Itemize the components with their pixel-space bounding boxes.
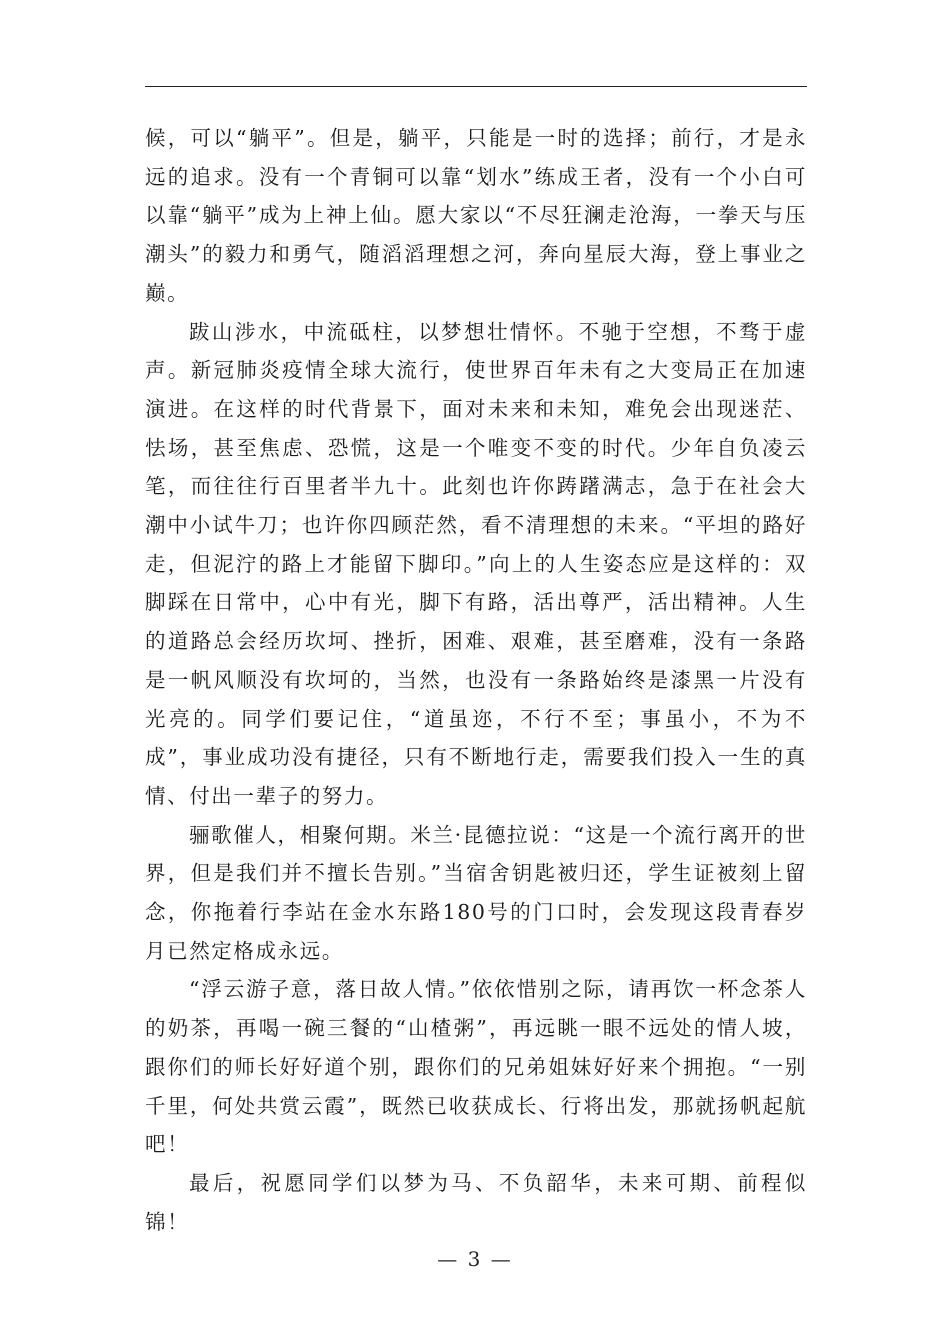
paragraph-aspiration: 跋山涉水，中流砥柱，以梦想壮情怀。不驰于空想，不骛于虚声。新冠肺炎疫情全球大流行，使世界百年未有之大变局正在加速演进。在这样的时代背景下，面对未来和未知，难免会出现迷茫、怯场，甚至焦虑、恐慌，这是一个唯变不变的时代。少年自负凌云笔，而往往行百里者半九十。此刻也许你踌躇满志，急于在社会大潮中小试牛刀；也许你四顾茫然，看不清理想的未来。“平坦的路好走，但泥泞的路上才能留下脚印。”向上的人生姿态应是这样的：双脚踩在日常中，心中有光，脚下有路，活出尊严，活出精神。人生的道路总会经历坎坷、挫折，困难、艰难，甚至磨难，没有一条路是一帆风顺没有坎坷的，当然，也没有一条路始终是漆黑一片没有光亮的。同学们要记住，“道虽迩，不行不至；事虽小，不为不成”，事业成功没有捷径，只有不断地行走，需要我们投入一生的真情、付出一辈子的努力。 xyxy=(145,319,807,808)
paragraph-farewell: 骊歌催人，相聚何期。米兰·昆德拉说：“这是一个流行离开的世界，但是我们并不擅长告别。”当宿舍钥匙被归还，学生证被刻上留念，你拖着行李站在金水东路180号的门口时，会发现这段青春岁月已然定格成永远。 xyxy=(145,822,807,963)
paragraph-parting: “浮云游子意，落日故人情。”依依惜别之际，请再饮一杯念茶人的奶茶，再喝一碗三餐的“山楂粥”，再远眺一眼不远处的情人坡，跟你们的师长好好道个别，跟你们的兄弟姐妹好好来个拥抱。“一别千里，何处共赏云霞”，既然已收获成长、行将出发，那就扬帆起航吧！ xyxy=(145,977,807,1157)
paragraph-continuation: 候，可以“躺平”。但是，躺平，只能是一时的选择；前行，才是永远的追求。没有一个青铜可以靠“划水”练成王者，没有一个小白可以靠“躺平”成为上神上仙。愿大家以“不尽狂澜走沧海，一拳天与压潮头”的毅力和勇气，随滔滔理想之河，奔向星辰大海，登上事业之巅。 xyxy=(145,126,807,305)
paragraph-closing: 最后，祝愿同学们以梦为马、不负韶华，未来可期、前程似锦！ xyxy=(145,1170,807,1234)
document-body xyxy=(145,119,807,1241)
page-number: — 3 — xyxy=(437,1247,513,1271)
header-rule xyxy=(145,86,807,87)
